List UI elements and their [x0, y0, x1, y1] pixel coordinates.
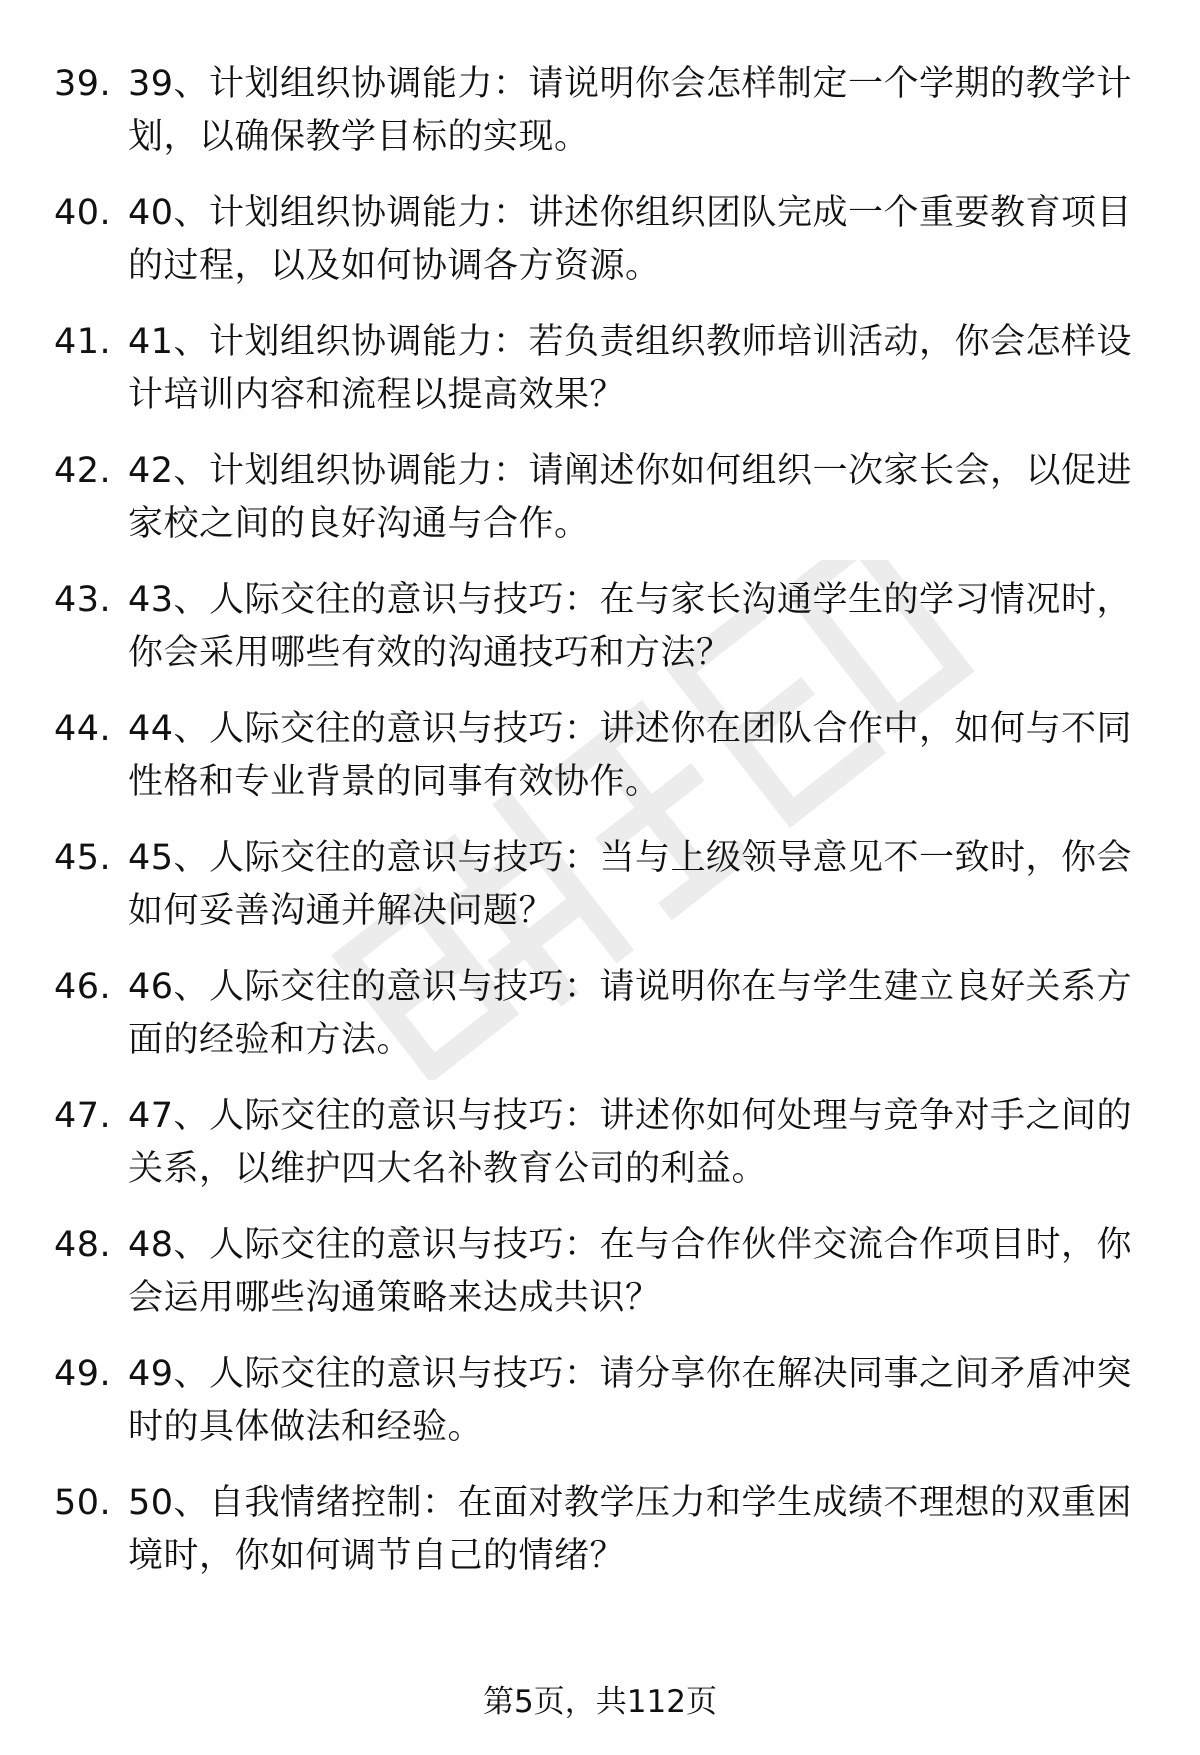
question-number: 44. — [54, 709, 112, 749]
question-text: 43、人际交往的意识与技巧：在与家长沟通学生的学习情况时，你会采用哪些有效的沟通技巧和方法？ — [128, 580, 1133, 673]
question-item — [0, 1219, 1200, 1325]
question-item — [0, 445, 1200, 551]
question-text: 42、计划组织协调能力：请阐述你如何组织一次家长会，以促进家校之间的良好沟通与合作。 — [128, 451, 1133, 544]
page-footer: 第5页，共112页 — [483, 1684, 717, 1720]
question-text: 45、人际交往的意识与技巧：当与上级领导意见不一致时，你会如何妥善沟通并解决问题？ — [128, 838, 1133, 931]
question-text: 44、人际交往的意识与技巧：讲述你在团队合作中，如何与不同性格和专业背景的同事有效协作。 — [128, 709, 1133, 802]
question-number: 50. — [54, 1483, 112, 1523]
question-item — [0, 1090, 1200, 1196]
question-text: 46、人际交往的意识与技巧：请说明你在与学生建立良好关系方面的经验和方法。 — [128, 967, 1133, 1060]
question-text: 49、人际交往的意识与技巧：请分享你在解决同事之间矛盾冲突时的具体做法和经验。 — [128, 1354, 1133, 1447]
question-number: 45. — [54, 838, 112, 878]
question-number: 48. — [54, 1225, 112, 1265]
question-number: 49. — [54, 1354, 112, 1394]
question-number: 42. — [54, 451, 112, 491]
question-item — [0, 1477, 1200, 1583]
question-list — [0, 58, 1200, 1606]
question-item — [0, 1348, 1200, 1454]
question-number: 46. — [54, 967, 112, 1007]
question-text: 47、人际交往的意识与技巧：讲述你如何处理与竞争对手之间的关系，以维护四大名补教育公司的利益。 — [128, 1096, 1133, 1189]
question-text: 39、计划组织协调能力：请说明你会怎样制定一个学期的教学计划，以确保教学目标的实现。 — [128, 64, 1133, 157]
question-item — [0, 574, 1200, 680]
question-item — [0, 187, 1200, 293]
question-number: 41. — [54, 322, 112, 362]
question-number: 47. — [54, 1096, 112, 1136]
question-number: 39. — [54, 64, 112, 104]
question-number: 40. — [54, 193, 112, 233]
question-item — [0, 961, 1200, 1067]
question-item — [0, 832, 1200, 938]
question-text: 41、计划组织协调能力：若负责组织教师培训活动，你会怎样设计培训内容和流程以提高效果？ — [128, 322, 1133, 415]
question-item — [0, 316, 1200, 422]
question-item — [0, 703, 1200, 809]
question-item — [0, 58, 1200, 164]
question-number: 43. — [54, 580, 112, 620]
question-text: 50、自我情绪控制：在面对教学压力和学生成绩不理想的双重困境时，你如何调节自己的情绪？ — [128, 1483, 1133, 1576]
question-text: 48、人际交往的意识与技巧：在与合作伙伴交流合作项目时，你会运用哪些沟通策略来达成共识？ — [128, 1225, 1133, 1318]
question-text: 40、计划组织协调能力：讲述你组织团队完成一个重要教育项目的过程，以及如何协调各方资源。 — [128, 193, 1133, 286]
